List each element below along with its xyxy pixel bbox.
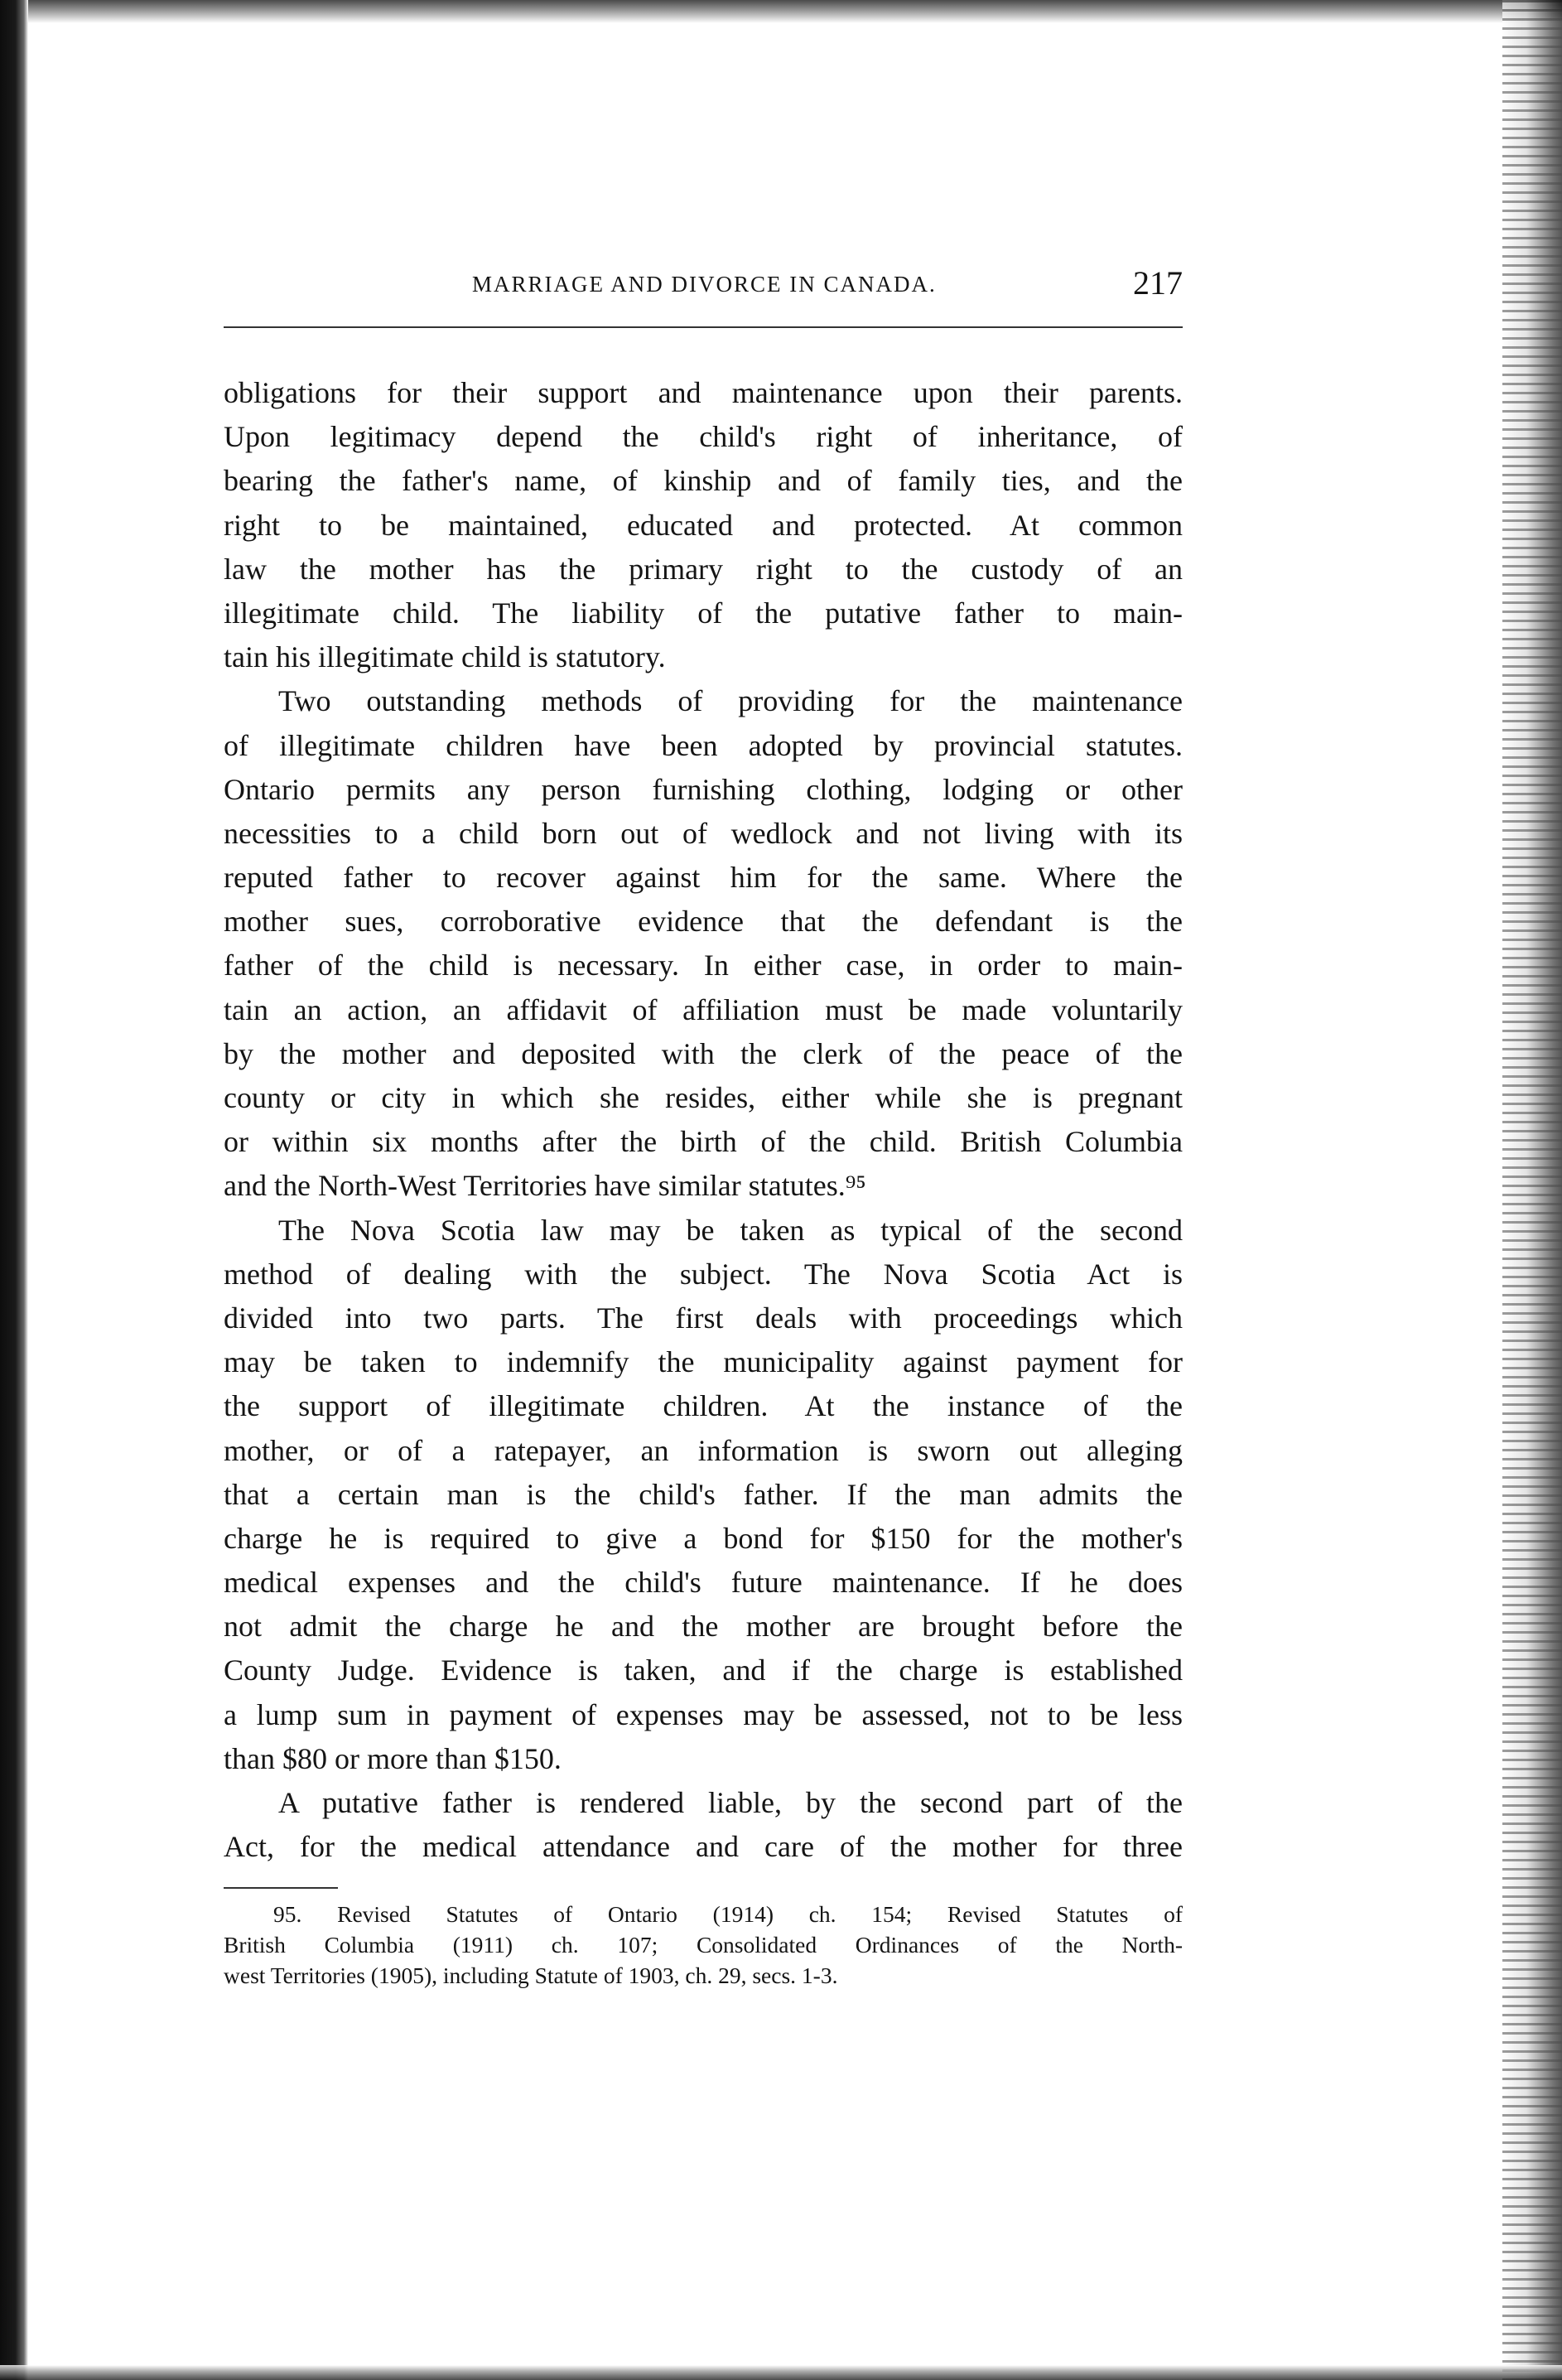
text-line: A putative father is rendered liable, by the second part of the (278, 1786, 1183, 1819)
text-line: tain an action, an affidavit of affiliation must be made voluntarily (224, 992, 1183, 1026)
footnote-line: British Columbia (1911) ch. 107; Consolidated Ordinances of the North- (224, 1932, 1183, 1958)
text-line: not admit the charge he and the mother are brought before the (224, 1610, 1183, 1644)
text-line: Upon legitimacy depend the child's right of inheritance, of (224, 420, 1183, 454)
text-line: by the mother and deposited with the clerk of the peace of the (224, 1036, 1183, 1070)
scan-edge-right (1502, 0, 1562, 2380)
text-line: necessities to a child born out of wedlock and not living with its (224, 816, 1183, 850)
scan-edge-bottom (0, 2365, 1562, 2380)
footnotes (224, 1899, 1183, 1991)
page-header (224, 263, 1183, 313)
text-line: Ontario permits any person furnishing clothing, lodging or other (224, 772, 1183, 806)
text-line: divided into two parts. The first deals with proceedings which (224, 1301, 1183, 1335)
footnote-line: 95. Revised Statutes of Ontario (1914) ch. 154; Revised Statutes of (273, 1901, 1183, 1927)
body-text (224, 371, 1183, 1869)
running-head: MARRIAGE AND DIVORCE IN CANADA. (472, 272, 937, 297)
text-line: medical expenses and the child's future maintenance. If he does (224, 1566, 1183, 1600)
text-line: tain his illegitimate child is statutory. (224, 640, 666, 674)
header-rule (224, 326, 1183, 328)
text-line: right to be maintained, educated and protected. At common (224, 508, 1183, 542)
page-number: 217 (1133, 264, 1183, 302)
text-line: obligations for their support and maintenance upon their parents. (224, 376, 1183, 409)
text-line: method of dealing with the subject. The Nova Scotia Act is (224, 1257, 1183, 1291)
text-line: and the North-West Territories have similar statutes.⁹⁵ (224, 1169, 866, 1203)
text-line: bearing the father's name, of kinship and of family ties, and the (224, 464, 1183, 498)
text-line: than $80 or more than $150. (224, 1741, 562, 1775)
text-line: a lump sum in payment of expenses may be assessed, not to be less (224, 1697, 1183, 1731)
text-line: may be taken to indemnify the municipality against payment for (224, 1345, 1183, 1379)
text-line: Two outstanding methods of providing for the maintenance (278, 684, 1183, 718)
text-line: Act, for the medical attendance and care of the mother for three (224, 1830, 1183, 1864)
scan-edge-left (0, 0, 28, 2380)
text-line: The Nova Scotia law may be taken as typical of the second (278, 1213, 1183, 1247)
scan-edge-top (0, 0, 1562, 23)
text-line: mother sues, corroborative evidence that the defendant is the (224, 905, 1183, 939)
text-line: charge he is required to give a bond for $150 for the mother's (224, 1521, 1183, 1555)
footnote-rule (224, 1887, 338, 1889)
text-line: reputed father to recover against him for the same. Where the (224, 861, 1183, 895)
text-line: or within six months after the birth of the child. British Columbia (224, 1125, 1183, 1159)
footnote-line: west Territories (1905), including Statute of 1903, ch. 29, secs. 1-3. (224, 1962, 838, 1988)
text-line: law the mother has the primary right to the custody of an (224, 552, 1183, 586)
text-line: County Judge. Evidence is taken, and if the charge is established (224, 1653, 1183, 1687)
text-line: mother, or of a ratepayer, an information is sworn out alleging (224, 1433, 1183, 1467)
text-line: of illegitimate children have been adopted by provincial statutes. (224, 728, 1183, 762)
text-line: county or city in which she resides, either while she is pregnant (224, 1081, 1183, 1114)
text-line: illegitimate child. The liability of the putative father to main- (224, 596, 1183, 630)
text-line: the support of illegitimate children. At the instance of the (224, 1389, 1183, 1423)
text-line: that a certain man is the child's father. If the man admits the (224, 1477, 1183, 1511)
text-line: father of the child is necessary. In either case, in order to main- (224, 949, 1183, 982)
